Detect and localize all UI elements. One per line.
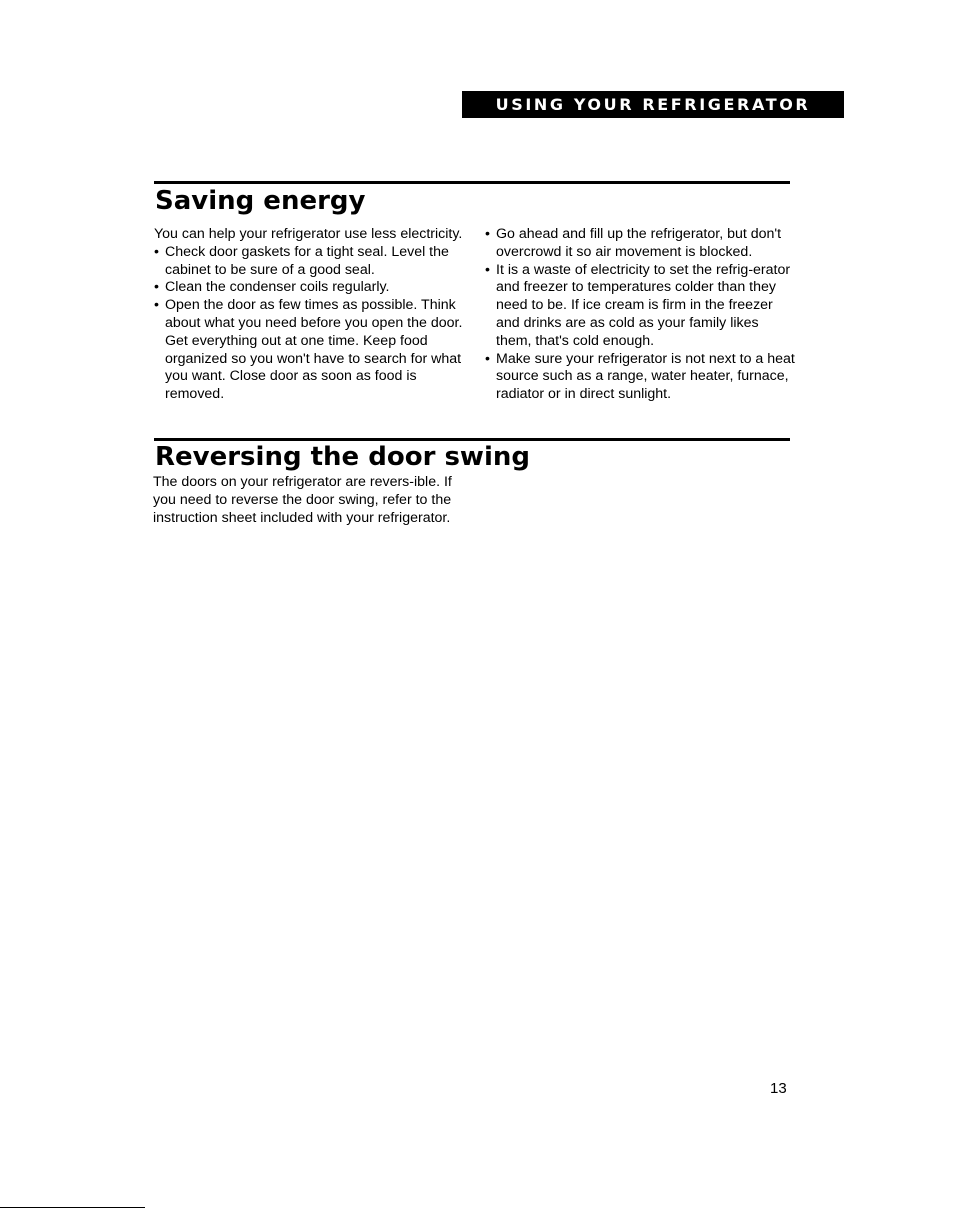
tip-condenser-coils: • Clean the condenser coils regularly. xyxy=(154,279,464,297)
reversing-door-body: The doors on your refrigerator are revers-ible. If you need to reverse the door swing, refer to the instruction sheet included with your refrigerator. xyxy=(153,474,452,526)
saving-energy-intro: You can help your refrigerator use less electricity. xyxy=(154,226,463,242)
saving-energy-heading: Saving energy xyxy=(155,186,366,216)
tip-fill-refrigerator: • Go ahead and fill up the refrigerator, but don't overcrowd it so air movement is blocked. xyxy=(485,226,795,262)
page-number: 13 xyxy=(770,1080,787,1097)
section-banner: USING YOUR REFRIGERATOR xyxy=(462,91,844,118)
section-divider xyxy=(154,181,790,184)
tip-open-door-less: • Open the door as few times as possible. Think about what you need before you open the door. Get everything out at one time. Keep food organized so you won't have to search for what you want. Close door as soon as food is removed. xyxy=(154,297,464,404)
footer-rule xyxy=(0,1207,145,1208)
saving-energy-right-column xyxy=(485,226,795,404)
reversing-door-heading: Reversing the door swing xyxy=(155,442,530,472)
reversing-door-section xyxy=(153,474,453,527)
saving-energy-left-column xyxy=(154,226,464,404)
tip-door-gaskets: • Check door gaskets for a tight seal. Level the cabinet to be sure of a good seal. xyxy=(154,244,464,280)
tip-temperature-settings: • It is a waste of electricity to set the refrig-erator and freezer to temperatures colder than they need to be. If ice cream is firm in the freezer and drinks are as cold as your family likes them, that's cold enough. xyxy=(485,262,795,351)
tip-heat-source: • Make sure your refrigerator is not next to a heat source such as a range, water heater, furnace, radiator or in direct sunlight. xyxy=(485,351,795,404)
